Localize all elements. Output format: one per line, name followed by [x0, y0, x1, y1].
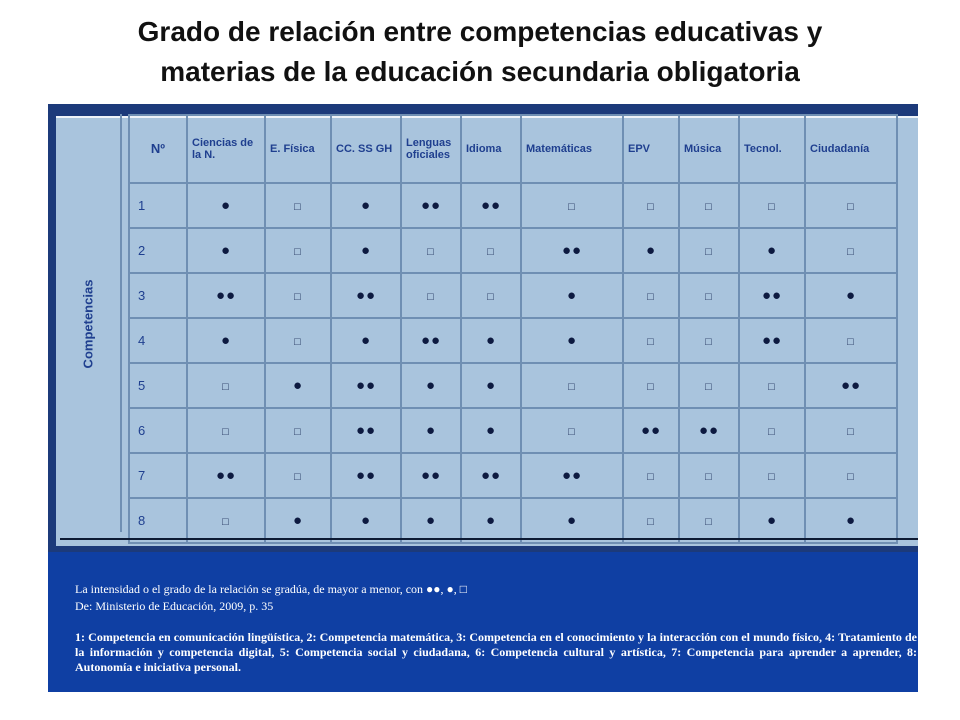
relation-cell	[521, 183, 623, 228]
square-mark: □	[705, 515, 713, 528]
relation-cell	[461, 453, 521, 498]
square-mark: □	[847, 425, 855, 438]
relation-cell	[521, 318, 623, 363]
relation-cell	[521, 363, 623, 408]
double-dot-mark: ●●	[480, 196, 502, 214]
double-dot-mark: ●●	[215, 466, 237, 484]
square-mark: □	[705, 335, 713, 348]
dot-mark: ●	[425, 376, 437, 394]
dot-mark: ●	[360, 511, 372, 529]
source-text: De: Ministerio de Educación, 2009, p. 35	[75, 599, 274, 613]
relation-cell	[401, 273, 461, 318]
relation-cell	[331, 273, 401, 318]
relation-cell	[187, 498, 265, 543]
dot-mark: ●	[566, 286, 578, 304]
square-mark: □	[768, 470, 776, 483]
table-row	[129, 408, 897, 453]
double-dot-mark: ●●	[420, 331, 442, 349]
dot-mark: ●	[220, 196, 232, 214]
relation-cell	[739, 183, 805, 228]
dot-mark: ●	[425, 421, 437, 439]
row-number: 7	[129, 453, 187, 498]
square-mark: □	[487, 290, 495, 303]
relation-cell	[265, 453, 331, 498]
dot-mark: ●	[485, 376, 497, 394]
relation-cell	[331, 228, 401, 273]
square-mark: □	[222, 380, 230, 393]
table-panel	[48, 104, 918, 554]
square-mark: □	[847, 245, 855, 258]
row-number: 1	[129, 183, 187, 228]
header-subject: Ciudadanía	[805, 115, 897, 183]
relation-cell	[461, 318, 521, 363]
notes-box	[48, 552, 918, 692]
square-mark: □	[294, 335, 302, 348]
square-mark: □	[847, 200, 855, 213]
slide-title-line-1: Grado de relación entre competencias educativas y	[137, 16, 823, 47]
square-mark: □	[647, 335, 655, 348]
competencias-label: Competencias	[80, 279, 96, 369]
square-mark: □	[768, 380, 776, 393]
relation-cell	[187, 273, 265, 318]
competencies-list: 1: Competencia en comunicación lingüística, 2: Competencia matemática, 3: Competencia en el conocimiento y la interacción con el mundo físico, 4: Tratamiento de la información y competencia digital, 5: Competencia social y ciudadana, 6: Competencia cultural y artística, 7: Competencia para aprender a aprender, 8: Autonomía e iniciativa personal.	[75, 630, 917, 674]
relation-cell	[623, 498, 679, 543]
square-mark: □	[427, 245, 435, 258]
relation-cell	[679, 363, 739, 408]
double-dot-mark: ●●	[215, 286, 237, 304]
double-dot-mark: ●●	[355, 466, 377, 484]
square-mark: □	[647, 290, 655, 303]
slide-title	[0, 12, 960, 92]
header-subject: Música	[679, 115, 739, 183]
relation-cell	[623, 273, 679, 318]
double-dot-mark: ●●	[355, 421, 377, 439]
square-mark: □	[294, 245, 302, 258]
square-mark: □	[294, 470, 302, 483]
double-dot-mark: ●●	[420, 466, 442, 484]
square-mark: □	[705, 245, 713, 258]
row-number: 6	[129, 408, 187, 453]
table-row	[129, 453, 897, 498]
relation-cell	[623, 363, 679, 408]
dot-mark: ●	[645, 241, 657, 259]
relation-cell	[679, 453, 739, 498]
relation-cell	[679, 498, 739, 543]
relation-cell	[805, 363, 897, 408]
double-dot-mark: ●●	[355, 376, 377, 394]
square-mark: □	[222, 515, 230, 528]
double-dot-mark: ●●	[355, 286, 377, 304]
square-mark: □	[647, 380, 655, 393]
double-dot-mark: ●●	[761, 331, 783, 349]
dot-mark: ●	[845, 286, 857, 304]
square-mark: □	[487, 245, 495, 258]
table-row	[129, 498, 897, 543]
dot-mark: ●	[220, 241, 232, 259]
relation-cell	[265, 363, 331, 408]
relation-cell	[401, 363, 461, 408]
square-mark: □	[705, 470, 713, 483]
relation-cell	[521, 498, 623, 543]
square-mark: □	[222, 425, 230, 438]
relation-cell	[401, 408, 461, 453]
dot-mark: ●	[566, 511, 578, 529]
relation-cell	[623, 228, 679, 273]
relation-cell	[265, 228, 331, 273]
square-mark: □	[768, 200, 776, 213]
row-number: 3	[129, 273, 187, 318]
square-mark: □	[427, 290, 435, 303]
dot-mark: ●	[485, 331, 497, 349]
square-mark: □	[705, 290, 713, 303]
relation-cell	[401, 228, 461, 273]
relation-cell	[401, 183, 461, 228]
header-subject: CC. SS GH	[331, 115, 401, 183]
relation-cell	[265, 183, 331, 228]
relation-cell	[805, 228, 897, 273]
square-mark: □	[568, 425, 576, 438]
relation-cell	[401, 498, 461, 543]
double-dot-mark: ●●	[761, 286, 783, 304]
square-mark: □	[568, 200, 576, 213]
header-number: Nº	[129, 115, 187, 183]
relation-cell	[331, 498, 401, 543]
relation-cell	[805, 318, 897, 363]
relation-cell	[265, 408, 331, 453]
dot-mark: ●	[360, 196, 372, 214]
relation-cell	[739, 363, 805, 408]
relation-cell	[461, 363, 521, 408]
relation-cell	[739, 273, 805, 318]
dot-mark: ●	[566, 331, 578, 349]
dot-mark: ●	[220, 331, 232, 349]
dot-mark: ●	[485, 421, 497, 439]
relation-cell	[521, 228, 623, 273]
relation-cell	[521, 453, 623, 498]
relation-cell	[331, 363, 401, 408]
competencias-column	[56, 114, 122, 532]
table-row	[129, 228, 897, 273]
relation-cell	[521, 408, 623, 453]
table-row	[129, 183, 897, 228]
relation-cell	[623, 408, 679, 453]
header-subject: EPV	[623, 115, 679, 183]
relation-cell	[265, 273, 331, 318]
relation-cell	[461, 183, 521, 228]
relation-cell	[187, 183, 265, 228]
header-subject: Matemáticas	[521, 115, 623, 183]
double-dot-mark: ●●	[561, 466, 583, 484]
square-mark: □	[294, 290, 302, 303]
table-header-row	[129, 115, 897, 183]
square-mark: □	[294, 425, 302, 438]
header-subject: E. Física	[265, 115, 331, 183]
header-subject: Lenguas oficiales	[401, 115, 461, 183]
relation-cell	[187, 318, 265, 363]
relation-cell	[805, 408, 897, 453]
dot-mark: ●	[425, 511, 437, 529]
relation-cell	[679, 273, 739, 318]
relation-cell	[623, 453, 679, 498]
relation-cell	[331, 408, 401, 453]
square-mark: □	[647, 515, 655, 528]
relation-cell	[739, 498, 805, 543]
table-row	[129, 363, 897, 408]
dot-mark: ●	[360, 241, 372, 259]
slide-title-line-2: materias de la educación secundaria obligatoria	[160, 56, 800, 87]
dot-mark: ●	[766, 241, 778, 259]
dot-mark: ●	[766, 511, 778, 529]
relation-cell	[805, 453, 897, 498]
dot-mark: ●	[360, 331, 372, 349]
relation-cell	[805, 273, 897, 318]
relation-cell	[401, 453, 461, 498]
double-dot-mark: ●●	[561, 241, 583, 259]
relation-cell	[461, 228, 521, 273]
relation-cell	[679, 183, 739, 228]
square-mark: □	[294, 200, 302, 213]
relation-cell	[331, 183, 401, 228]
relation-cell	[461, 498, 521, 543]
relation-cell	[679, 228, 739, 273]
relation-cell	[187, 228, 265, 273]
relation-table	[128, 114, 898, 544]
square-mark: □	[768, 425, 776, 438]
row-number: 4	[129, 318, 187, 363]
relation-cell	[739, 408, 805, 453]
dot-mark: ●	[485, 511, 497, 529]
relation-cell	[187, 363, 265, 408]
relation-cell	[187, 453, 265, 498]
header-subject: Ciencias de la N.	[187, 115, 265, 183]
header-subject: Tecnol.	[739, 115, 805, 183]
table-row	[129, 318, 897, 363]
relation-cell	[739, 453, 805, 498]
relation-cell	[401, 318, 461, 363]
relation-cell	[331, 453, 401, 498]
square-mark: □	[647, 200, 655, 213]
double-dot-mark: ●●	[640, 421, 662, 439]
relation-cell	[739, 228, 805, 273]
relation-cell	[331, 318, 401, 363]
relation-cell	[265, 318, 331, 363]
square-mark: □	[705, 200, 713, 213]
square-mark: □	[847, 335, 855, 348]
table-body	[129, 183, 897, 543]
double-dot-mark: ●●	[698, 421, 720, 439]
relation-cell	[805, 183, 897, 228]
header-subject: Idioma	[461, 115, 521, 183]
row-number: 5	[129, 363, 187, 408]
square-mark: □	[647, 470, 655, 483]
table-row	[129, 273, 897, 318]
relation-cell	[265, 498, 331, 543]
row-number: 8	[129, 498, 187, 543]
relation-cell	[679, 318, 739, 363]
relation-cell	[461, 408, 521, 453]
legend-text: La intensidad o el grado de la relación se gradúa, de mayor a menor, con ●●, ●, □	[75, 582, 468, 596]
row-number: 2	[129, 228, 187, 273]
square-mark: □	[847, 470, 855, 483]
relation-cell	[739, 318, 805, 363]
relation-cell	[623, 183, 679, 228]
double-dot-mark: ●●	[480, 466, 502, 484]
double-dot-mark: ●●	[420, 196, 442, 214]
relation-cell	[623, 318, 679, 363]
dot-mark: ●	[292, 511, 304, 529]
double-dot-mark: ●●	[840, 376, 862, 394]
relation-cell	[187, 408, 265, 453]
square-mark: □	[705, 380, 713, 393]
relation-cell	[461, 273, 521, 318]
square-mark: □	[568, 380, 576, 393]
relation-cell	[679, 408, 739, 453]
dot-mark: ●	[292, 376, 304, 394]
relation-cell	[521, 273, 623, 318]
table-bottom-rule	[60, 538, 918, 540]
relation-cell	[805, 498, 897, 543]
dot-mark: ●	[845, 511, 857, 529]
